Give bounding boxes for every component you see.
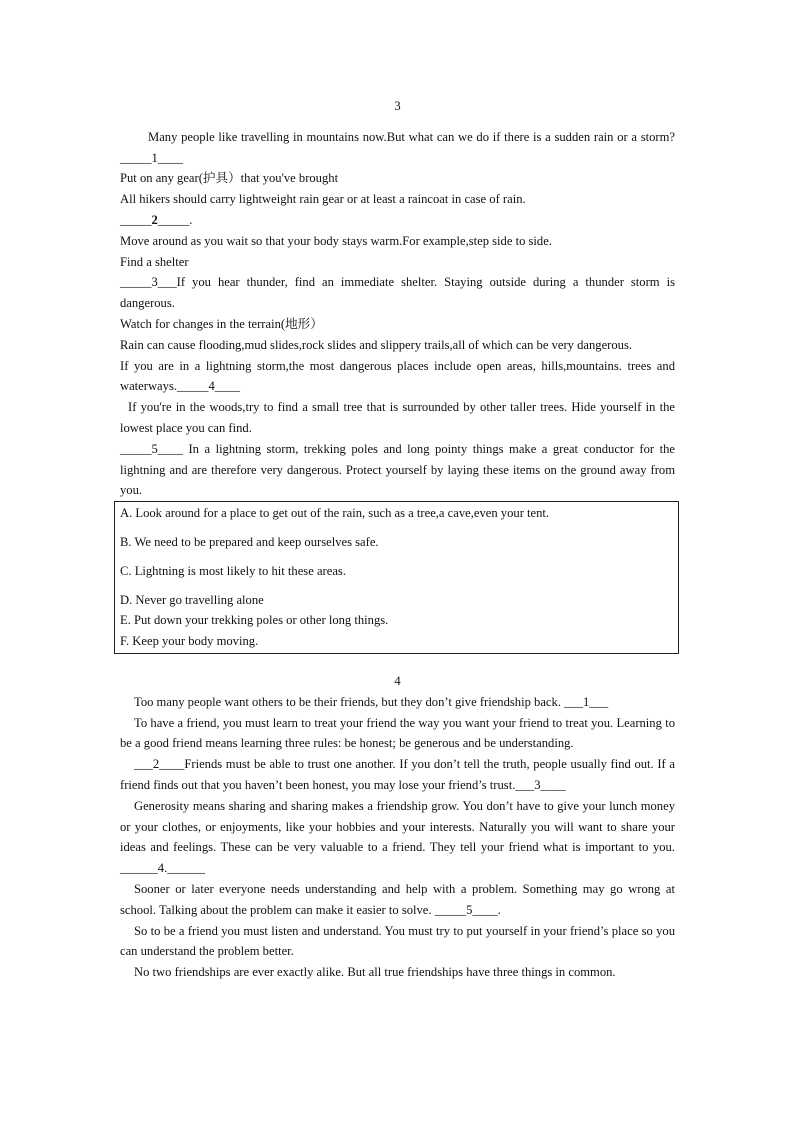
- section-3-number: 3: [394, 99, 401, 113]
- section-4: [120, 671, 675, 983]
- s3-options-box: [114, 501, 679, 654]
- blank-line: _____.: [157, 212, 193, 227]
- s3-thunder-paragraph: _____3___If you hear thunder, find an immediate shelter. Staying outside during a thunder storm is dangerous.: [120, 275, 675, 311]
- option-f: F. Keep your body moving.: [120, 634, 259, 649]
- option-d: D. Never go travelling alone: [120, 592, 264, 607]
- s3-terrain-heading: Watch for changes in the terrain(地形）: [120, 316, 323, 331]
- blank-line: _____: [120, 212, 152, 227]
- s3-woods-paragraph: If you're in the woods,try to find a small tree that is surrounded by other taller trees. Hide yourself in the lowest place you can find.: [120, 400, 675, 435]
- option-c: C. Lightning is most likely to hit these areas.: [120, 563, 346, 578]
- s4-understanding-paragraph: Sooner or later everyone needs understanding and help with a problem. Something may go wrong at school. Talking about the problem can make it easier to solve. _____5____.: [120, 881, 675, 917]
- option-a: A. Look around for a place to get out of the rain, such as a tree,a cave,even your tent.: [120, 506, 550, 521]
- s4-closing-paragraph: No two friendships are ever exactly alike. But all true friendships have three things in common.: [134, 965, 616, 980]
- s3-blank-2: [120, 210, 675, 231]
- option-b: B. We need to be prepared and keep ourselves safe.: [120, 534, 379, 549]
- s3-move-around-text: Move around as you wait so that your body stays warm.For example,step side to side.: [120, 233, 552, 248]
- s3-intro-paragraph: Many people like travelling in mountains now.But what can we do if there is a sudden rain or a storm?_____1____: [120, 129, 675, 165]
- s3-lightning-places-paragraph: If you are in a lightning storm,the most dangerous places include open areas, hills,mountains. trees and waterways._____4____: [120, 358, 675, 394]
- s4-trust-paragraph: ___2____Friends must be able to trust one another. If you don’t tell the truth, people usually find out. If a friend finds out that you haven’t been honest, you may lose your friend’s trust.___3____: [120, 757, 675, 792]
- section-4-number: 4: [394, 674, 401, 688]
- option-e: E. Put down your trekking poles or other long things.: [120, 613, 389, 628]
- s3-trekking-poles-paragraph: _____5____ In a lightning storm, trekking poles and long pointy things make a great conductor for the lightning and are therefore very dangerous. Protect yourself by laying these items on the ground away from you.: [120, 441, 675, 498]
- s3-gear-heading: Put on any gear(护具）that you've brought: [120, 171, 339, 186]
- section-3: [120, 96, 675, 654]
- s3-rain-gear-text: All hikers should carry lightweight rain gear or at least a raincoat in case of rain.: [120, 192, 526, 207]
- s4-treat-friend-paragraph: To have a friend, you must learn to treat your friend the way you want your friend to treat you. Learning to be a good friend means learning three rules: be honest; be generous and be understanding.: [120, 715, 675, 751]
- s3-shelter-heading: Find a shelter: [120, 254, 189, 269]
- blank-number: 2: [151, 212, 158, 227]
- s4-listen-paragraph: So to be a friend you must listen and understand. You must try to put yourself in your friend’s place so you can understand the problem better.: [120, 923, 675, 959]
- s3-flooding-paragraph: Rain can cause flooding,mud slides,rock slides and slippery trails,all of which can be very dangerous.: [120, 337, 633, 352]
- s4-intro-paragraph: Too many people want others to be their friends, but they don’t give friendship back. ___1___: [134, 694, 609, 709]
- s4-generosity-paragraph: Generosity means sharing and sharing makes a friendship grow. You don’t have to give your lunch money or your clothes, or enjoyments, like your hobbies and your interests. Naturally you will want to share your ideas and feelings. These can be very valuable to a friend. They tell your friend what is important to you. ______4.______: [120, 798, 675, 876]
